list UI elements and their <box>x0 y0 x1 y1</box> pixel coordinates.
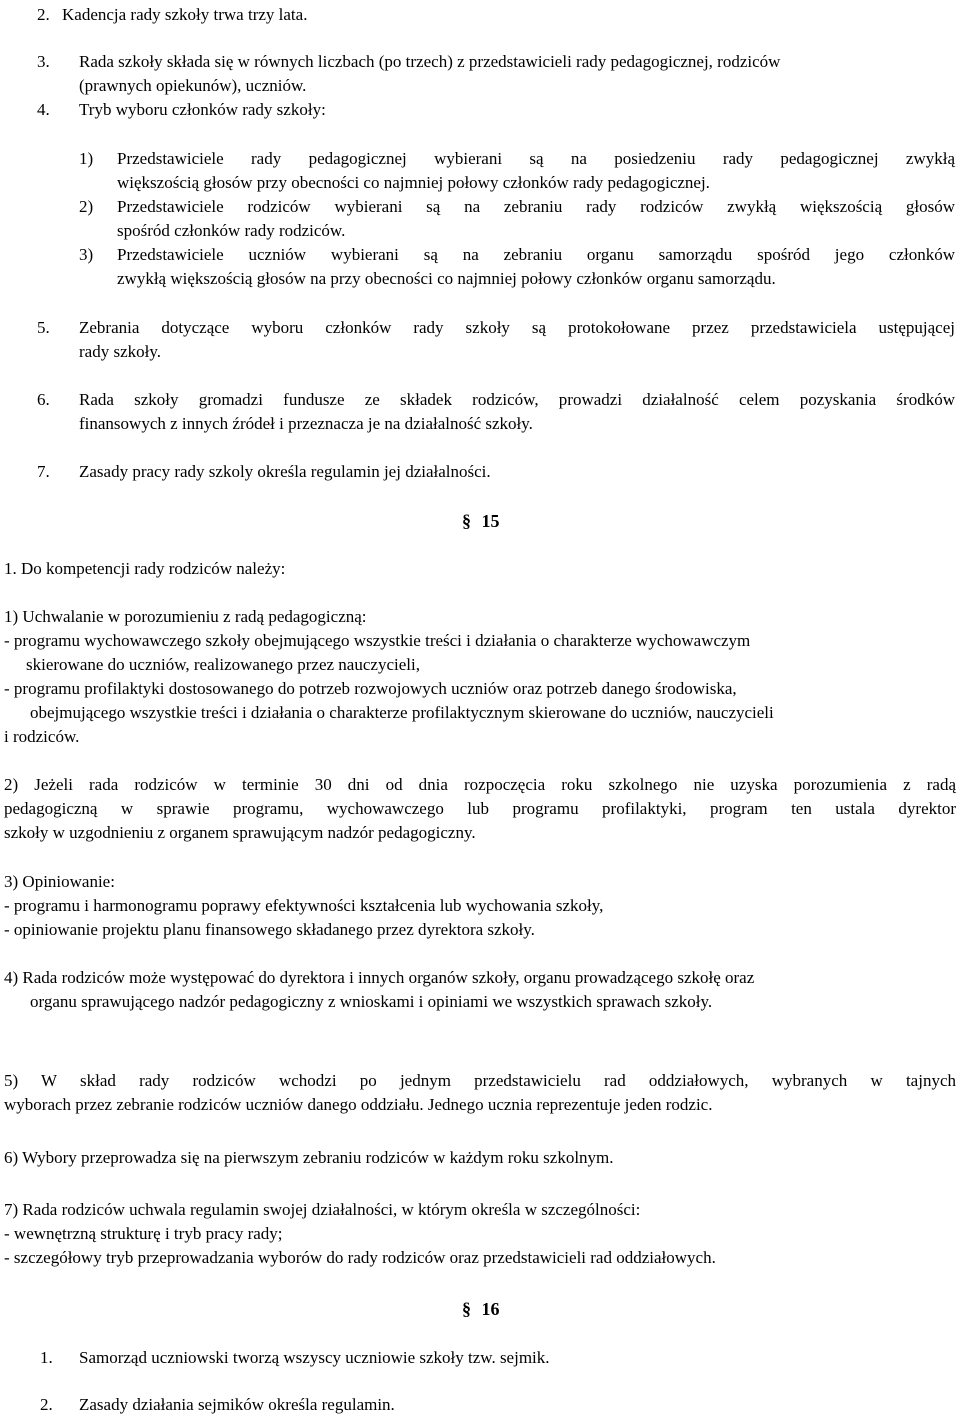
item-4-sub-1-line-2: większością głosów przy obecności co najmniej połowy członków rady pedagogicznej. <box>117 173 710 192</box>
item-3-line-2: (prawnych opiekunów), uczniów. <box>79 76 307 95</box>
section-15-heading <box>462 509 500 533</box>
competence-1-dash-2-line-2: obejmującego wszystkie treści i działania o charakterze profilaktycznym skierowane do uczniów, nauczycieli <box>30 703 774 722</box>
section-15-lead: 1. Do kompetencji rady rodziców należy: <box>4 559 286 578</box>
section-sign-symbol: § <box>462 511 471 531</box>
item-3-line-1: Rada szkoły składa się w równych liczbach (po trzech) z przedstawicieli rady pedagogicznej, rodziców <box>79 52 781 71</box>
competence-3-heading: 3) Opiniowanie: <box>4 872 115 891</box>
competence-2-line-2: pedagogiczną w sprawie programu, wychowawczego lub programu profilaktyki, program ten ustala dyrektor <box>4 799 956 818</box>
competence-7-dash-2: - szczegółowy tryb przeprowadzania wyborów do rady rodziców oraz przedstawicieli rad oddziałowych. <box>4 1248 716 1267</box>
section-16-item-2-text: Zasady działania sejmików określa regulamin. <box>79 1395 395 1414</box>
competence-3-dash-1: - programu i harmonogramu poprawy efektywności kształcenia lub wychowania szkoły, <box>4 896 604 915</box>
competence-5-line-2: wyborach przez zebranie rodziców uczniów danego oddziału. Jednego ucznia reprezentuje jeden rodzic. <box>4 1095 713 1114</box>
item-4-sub-3-line-2: zwykłą większością głosów na przy obecności co najmniej połowy członków organu samorządu. <box>117 269 776 288</box>
item-4-sub-2-line-1: Przedstawiciele rodziców wybierani są na zebraniu rady rodziców zwykłą większością głosów <box>117 197 955 216</box>
item-3-number: 3. <box>37 52 50 71</box>
competence-2-line-1: 2) Jeżeli rada rodziców w terminie 30 dni od dnia rozpoczęcia roku szkolnego nie uzyska porozumienia z radą <box>4 775 956 794</box>
competence-1-dash-2-line-1: - programu profilaktyki dostosowanego do potrzeb rozwojowych uczniów oraz potrzeb danego środowiska, <box>4 679 737 698</box>
item-4-number: 4. <box>37 100 50 119</box>
item-4-sub-1-line-1: Przedstawiciele rady pedagogicznej wybierani są na posiedzeniu rady pedagogicznej zwykłą <box>117 149 955 168</box>
item-4-sub-2-number: 2) <box>79 197 94 216</box>
competence-4-line-1: 4) Rada rodziców może występować do dyrektora i innych organów szkoły, organu prowadzącego szkołę oraz <box>4 968 755 987</box>
item-4-sub-3-number: 3) <box>79 245 94 264</box>
item-2-number: 2. <box>37 5 50 24</box>
competence-1-dash-1-line-1: - programu wychowawczego szkoły obejmującego wszystkie treści i działania o charakterze wychowawczym <box>4 631 751 650</box>
section-16-heading <box>462 1297 500 1321</box>
item-7-text: Zasady pracy rady szkoly określa regulamin jej działalności. <box>79 462 491 481</box>
item-4-sub-1-number: 1) <box>79 149 94 168</box>
competence-1-heading: 1) Uchwalanie w porozumieniu z radą pedagogiczną: <box>4 607 367 626</box>
section-16-item-1-number: 1. <box>40 1348 53 1367</box>
item-4-text: Tryb wyboru członków rady szkoły: <box>79 100 326 119</box>
competence-3-dash-2: - opiniowanie projektu planu finansowego składanego przez dyrektora szkoły. <box>4 920 535 939</box>
section-15-number: 15 <box>481 511 500 531</box>
section-sign-symbol: § <box>462 1299 471 1319</box>
item-2-text: Kadencja rady szkoły trwa trzy lata. <box>62 5 308 24</box>
item-6-line-1: Rada szkoły gromadzi fundusze ze składek rodziców, prowadzi działalność celem pozyskania środków <box>79 390 955 409</box>
section-16-number: 16 <box>481 1299 500 1319</box>
competence-7-heading: 7) Rada rodziców uchwala regulamin swojej działalności, w którym określa w szczególności: <box>4 1200 641 1219</box>
section-16-item-1-text: Samorząd uczniowski tworzą wszyscy uczniowie szkoły tzw. sejmik. <box>79 1348 550 1367</box>
item-5-line-1: Zebrania dotyczące wyboru członków rady szkoły są protokołowane przez przedstawiciela ustępującej <box>79 318 955 337</box>
item-4-sub-3-line-1: Przedstawiciele uczniów wybierani są na zebraniu organu samorządu spośród jego członków <box>117 245 955 264</box>
item-6-number: 6. <box>37 390 50 409</box>
section-16-item-2-number: 2. <box>40 1395 53 1414</box>
competence-7-dash-1: - wewnętrzną strukturę i tryb pracy rady; <box>4 1224 283 1243</box>
competence-6-text: 6) Wybory przeprowadza się na pierwszym zebraniu rodziców w każdym roku szkolnym. <box>4 1148 614 1167</box>
competence-2-line-3: szkoły w uzgodnieniu z organem sprawującym nadzór pedagogiczny. <box>4 823 476 842</box>
item-5-line-2: rady szkoły. <box>79 342 161 361</box>
competence-1-dash-1-line-2: skierowane do uczniów, realizowanego przez nauczycieli, <box>26 655 420 674</box>
competence-4-line-2: organu sprawującego nadzór pedagogiczny z wnioskami i opiniami we wszystkich sprawach szkoły. <box>30 992 713 1011</box>
item-5-number: 5. <box>37 318 50 337</box>
item-6-line-2: finansowych z innych źródeł i przeznacza je na działalność szkoły. <box>79 414 533 433</box>
competence-1-dash-2-line-3: i rodziców. <box>4 727 80 746</box>
item-7-number: 7. <box>37 462 50 481</box>
competence-5-line-1: 5) W skład rady rodziców wchodzi po jednym przedstawicielu rad oddziałowych, wybranych w tajnych <box>4 1071 956 1090</box>
item-4-sub-2-line-2: spośród członków rady rodziców. <box>117 221 346 240</box>
